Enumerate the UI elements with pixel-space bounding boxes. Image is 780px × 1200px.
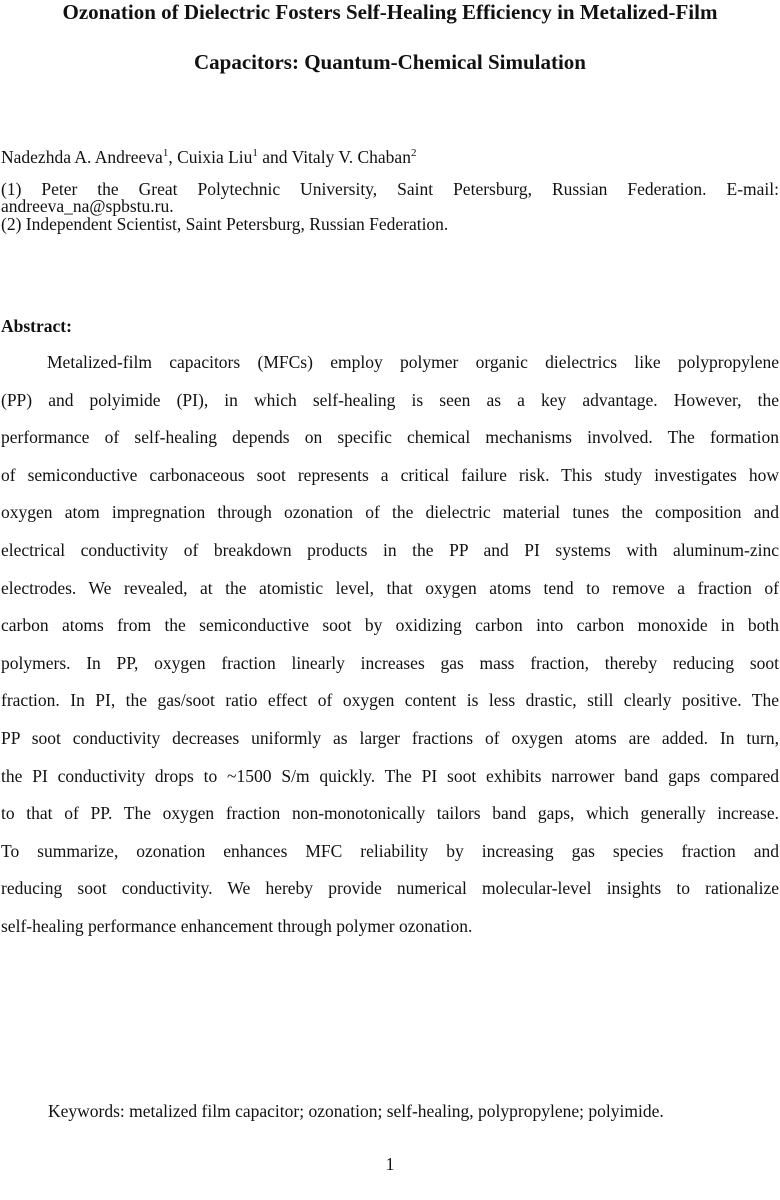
author-affiliation-mark: 1 bbox=[162, 147, 169, 160]
abstract-line: performance of self-healing depends on specific chemical mechanisms involved. The formation bbox=[1, 427, 779, 448]
abstract-line: self-healing performance enhancement through polymer ozonation. bbox=[1, 915, 473, 936]
abstract-line: electrical conductivity of breakdown products in the PP and PI systems with aluminum-zinc bbox=[1, 539, 779, 560]
abstract-line: (PP) and polyimide (PI), in which self-healing is seen as a key advantage. However, the bbox=[1, 389, 779, 410]
author-affiliation-mark: 2 bbox=[410, 147, 417, 160]
keywords: Keywords: metalized film capacitor; ozonation; self-healing, polypropylene; polyimide. bbox=[48, 1101, 664, 1121]
affiliation-1-line-1: (1) Peter the Great Polytechnic University, Saint Petersburg, Russian Federation. E-mail: bbox=[1, 179, 779, 199]
abstract-line: PP soot conductivity decreases uniformly as larger fractions of oxygen atoms are added. In turn, bbox=[1, 727, 779, 748]
abstract-line: electrodes. We revealed, at the atomistic level, that oxygen atoms tend to remove a fraction of bbox=[1, 577, 779, 598]
author-affiliation-mark: 1 bbox=[252, 147, 258, 160]
author-separator: and bbox=[257, 147, 292, 167]
abstract-line: polymers. In PP, oxygen fraction linearly increases gas mass fraction, thereby reducing soot bbox=[1, 652, 779, 673]
abstract-line: To summarize, ozonation enhances MFC reliability by increasing gas species fraction and bbox=[1, 840, 779, 861]
affiliation-1-email: andreeva_na@spbstu.ru. bbox=[1, 196, 174, 216]
page-number: 1 bbox=[385, 1154, 395, 1174]
paper-title-line-2: Capacitors: Quantum-Chemical Simulation bbox=[193, 50, 586, 74]
abstract-line: Metalized-film capacitors (MFCs) employ polymer organic dielectrics like polypropylene bbox=[47, 352, 779, 372]
author-name: Cuixia Liu bbox=[177, 147, 253, 167]
abstract-line: oxygen atom impregnation through ozonation of the dielectric material tunes the composition and bbox=[1, 502, 779, 523]
abstract-line: of semiconductive carbonaceous soot represents a critical failure risk. This study investigates how bbox=[1, 464, 779, 485]
author-list bbox=[1, 147, 416, 168]
abstract-line: carbon atoms from the semiconductive soot by oxidizing carbon into carbon monoxide in both bbox=[1, 615, 779, 636]
author-name: Vitaly V. Chaban bbox=[291, 147, 411, 167]
abstract-line: to that of PP. The oxygen fraction non-monotonically tailors band gaps, which generally increase. bbox=[1, 803, 779, 824]
affiliation-2: (2) Independent Scientist, Saint Petersburg, Russian Federation. bbox=[1, 214, 449, 234]
abstract-line: fraction. In PI, the gas/soot ratio effect of oxygen content is less drastic, still clearly positive. The bbox=[1, 690, 779, 711]
author-separator: , bbox=[168, 147, 178, 167]
author-name: Nadezhda A. Andreeva bbox=[1, 147, 163, 167]
abstract-heading: Abstract: bbox=[1, 316, 72, 336]
abstract-body bbox=[1, 350, 779, 952]
abstract-line: reducing soot conductivity. We hereby provide numerical molecular-level insights to rationalize bbox=[1, 878, 779, 899]
paper-title-line-1: Ozonation of Dielectric Fosters Self-Healing Efficiency in Metalized-Film bbox=[62, 0, 718, 24]
abstract-line: the PI conductivity drops to ~1500 S/m quickly. The PI soot exhibits narrower band gaps compared bbox=[1, 765, 779, 786]
